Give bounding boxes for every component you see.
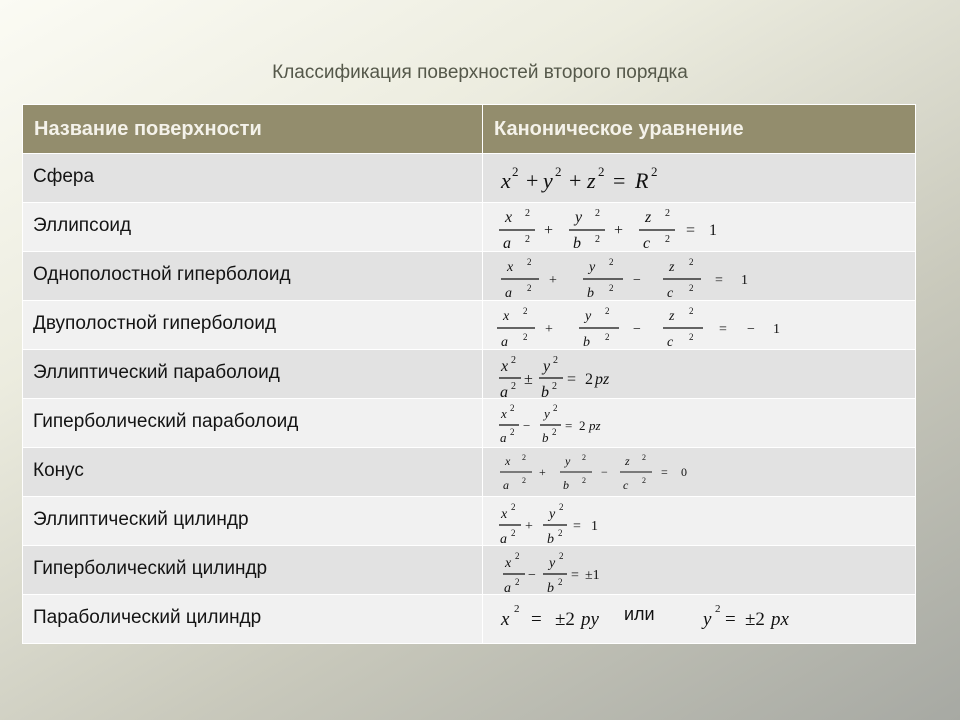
table-row (23, 301, 916, 350)
svg-text:2: 2 (511, 528, 516, 538)
table-row (23, 350, 916, 399)
svg-text:−: − (601, 465, 608, 479)
svg-text:y: y (703, 609, 712, 630)
svg-text:+: + (544, 222, 554, 239)
table-row (23, 252, 916, 301)
svg-text:2: 2 (651, 164, 658, 179)
svg-text:2: 2 (665, 234, 670, 245)
classification-table (22, 104, 916, 644)
svg-text:2: 2 (512, 164, 519, 179)
svg-text:y: y (589, 260, 596, 275)
svg-text:z: z (587, 168, 596, 193)
svg-text:2: 2 (525, 234, 530, 245)
svg-text:z: z (625, 454, 630, 468)
svg-text:y: y (549, 507, 556, 522)
svg-text:+: + (539, 465, 546, 479)
or-word: или (624, 604, 655, 624)
svg-text:−: − (633, 273, 641, 288)
svg-text:y: y (575, 209, 583, 226)
surface-name: Гиперболический параболоид (23, 399, 483, 448)
equation-cell (483, 203, 916, 252)
svg-text:b: b (547, 532, 554, 546)
surface-name: Эллипсоид (23, 203, 483, 252)
svg-text:2: 2 (689, 283, 694, 293)
svg-text:pz: pz (595, 371, 610, 388)
svg-text:2: 2 (522, 453, 526, 462)
table-row (23, 497, 916, 546)
svg-text:2: 2 (582, 453, 586, 462)
surface-name: Параболический цилиндр (23, 595, 483, 644)
page-title: Классификация поверхностей второго порядка (272, 62, 688, 83)
equation-formula (497, 402, 697, 448)
svg-text:1: 1 (591, 519, 598, 534)
table-row (23, 595, 916, 644)
svg-text:2: 2 (598, 164, 605, 179)
svg-text:2: 2 (689, 332, 694, 342)
surface-name: Эллиптический цилиндр (23, 497, 483, 546)
table-header-row (23, 105, 916, 154)
svg-text:2: 2 (605, 306, 610, 316)
svg-text:2: 2 (510, 427, 515, 437)
svg-text:2: 2 (552, 427, 557, 437)
svg-text:2: 2 (511, 355, 516, 366)
svg-text:2: 2 (553, 355, 558, 366)
svg-text:a: a (500, 430, 507, 445)
svg-text:pz: pz (589, 418, 601, 433)
table-row (23, 448, 916, 497)
svg-text:−: − (528, 568, 536, 583)
svg-text:2: 2 (582, 476, 586, 485)
svg-text:2: 2 (555, 164, 562, 179)
surface-name: Эллиптический параболоид (23, 350, 483, 399)
svg-text:=: = (686, 222, 696, 239)
svg-text:x: x (501, 609, 510, 630)
svg-text:2: 2 (595, 234, 600, 245)
svg-text:−: − (633, 322, 641, 337)
svg-text:z: z (669, 309, 675, 324)
table-row (23, 399, 916, 448)
svg-text:py: py (581, 609, 599, 630)
svg-text:=: = (565, 418, 573, 433)
svg-text:2: 2 (553, 403, 558, 413)
svg-text:b: b (542, 430, 549, 445)
svg-text:2: 2 (642, 453, 646, 462)
svg-text:1: 1 (773, 322, 780, 337)
svg-text:a: a (505, 286, 512, 299)
svg-text:+: + (525, 519, 533, 534)
equation-formula (497, 353, 697, 399)
equation-formula (497, 206, 757, 250)
svg-text:2: 2 (665, 208, 670, 219)
svg-text:y: y (543, 168, 553, 193)
table-row (23, 154, 916, 203)
surface-name: Конус (23, 448, 483, 497)
header-canonical-equation: Каноническое уравнение (483, 105, 916, 154)
surface-name: Сфера (23, 154, 483, 203)
table-row (23, 203, 916, 252)
svg-text:2: 2 (511, 502, 516, 512)
svg-text:2: 2 (559, 551, 564, 561)
svg-text:+: + (545, 322, 553, 337)
surface-name: Гиперболический цилиндр (23, 546, 483, 595)
svg-text:2: 2 (515, 577, 520, 587)
svg-text:x: x (501, 406, 507, 421)
equation-formula (493, 304, 793, 348)
svg-text:=: = (613, 168, 626, 193)
svg-text:2: 2 (595, 208, 600, 219)
svg-text:x: x (503, 309, 510, 324)
svg-text:=: = (719, 322, 727, 337)
svg-text:2: 2 (527, 257, 532, 267)
svg-text:a: a (501, 335, 508, 348)
equation-formula (497, 500, 697, 546)
svg-text:b: b (573, 235, 581, 250)
svg-text:2: 2 (558, 577, 563, 587)
svg-text:2: 2 (522, 476, 526, 485)
svg-text:a: a (500, 384, 508, 399)
svg-text:=: = (715, 273, 723, 288)
svg-text:2: 2 (558, 528, 563, 538)
equation-formula (497, 451, 707, 495)
equation-cell (483, 252, 916, 301)
svg-text:b: b (547, 581, 554, 595)
svg-text:2: 2 (514, 603, 520, 615)
equation-formula-alt (699, 598, 819, 638)
svg-text:z: z (669, 260, 675, 275)
svg-text:c: c (667, 286, 674, 299)
svg-text:±: ± (524, 371, 533, 388)
svg-text:c: c (667, 335, 674, 348)
svg-text:+: + (526, 168, 539, 193)
svg-text:z: z (645, 209, 652, 226)
svg-text:±2: ±2 (745, 609, 765, 630)
svg-text:2: 2 (609, 283, 614, 293)
svg-text:2: 2 (510, 403, 515, 413)
equation-cell (483, 301, 916, 350)
svg-text:a: a (503, 235, 511, 250)
equation-cell (483, 399, 916, 448)
equation-formula (497, 549, 697, 595)
svg-text:−: − (747, 322, 755, 337)
svg-text:2: 2 (523, 306, 528, 316)
svg-text:=: = (571, 568, 579, 583)
svg-text:2: 2 (515, 551, 520, 561)
svg-text:2: 2 (609, 257, 614, 267)
svg-text:y: y (565, 454, 571, 468)
svg-text:2: 2 (552, 381, 557, 392)
svg-text:2: 2 (559, 502, 564, 512)
equation-cell (483, 154, 916, 203)
svg-text:1: 1 (741, 273, 748, 288)
svg-text:2: 2 (585, 371, 593, 388)
equation-cell (483, 595, 916, 644)
svg-text:b: b (563, 478, 569, 492)
svg-text:2: 2 (511, 381, 516, 392)
equation-formula (497, 598, 627, 638)
svg-text:=: = (573, 519, 581, 534)
svg-text:y: y (585, 309, 592, 324)
svg-text:y: y (549, 556, 556, 571)
svg-text:2: 2 (689, 257, 694, 267)
svg-text:x: x (507, 260, 514, 275)
svg-text:+: + (549, 273, 557, 288)
svg-text:=: = (567, 371, 577, 388)
svg-text:0: 0 (681, 465, 687, 479)
svg-text:2: 2 (715, 603, 721, 615)
equation-cell (483, 497, 916, 546)
svg-text:2: 2 (527, 283, 532, 293)
surface-name: Однополостной гиперболоид (23, 252, 483, 301)
surface-name: Двуполостной гиперболоид (23, 301, 483, 350)
table-row (23, 546, 916, 595)
equation-cell (483, 546, 916, 595)
svg-text:y: y (544, 406, 550, 421)
svg-text:±2: ±2 (555, 609, 575, 630)
svg-text:a: a (500, 532, 507, 546)
svg-text:2: 2 (642, 476, 646, 485)
svg-text:+: + (569, 168, 582, 193)
svg-text:2: 2 (525, 208, 530, 219)
svg-text:a: a (504, 581, 511, 595)
equation-formula (497, 157, 697, 197)
svg-text:=: = (531, 609, 542, 630)
svg-text:−: − (523, 418, 531, 433)
svg-text:b: b (541, 384, 549, 399)
svg-text:a: a (503, 478, 509, 492)
equation-cell (483, 350, 916, 399)
header-surface-name: Название поверхности (23, 105, 483, 154)
svg-text:x: x (501, 507, 508, 522)
svg-text:=: = (661, 465, 668, 479)
svg-text:2: 2 (523, 332, 528, 342)
svg-text:+: + (614, 222, 624, 239)
svg-text:x: x (501, 358, 509, 375)
svg-text:c: c (643, 235, 651, 250)
svg-text:b: b (587, 286, 594, 299)
svg-text:x: x (505, 454, 511, 468)
svg-text:x: x (505, 556, 512, 571)
svg-text:1: 1 (709, 222, 717, 239)
svg-text:x: x (501, 168, 511, 193)
svg-text:c: c (623, 478, 629, 492)
svg-text:=: = (725, 609, 736, 630)
svg-text:2: 2 (689, 306, 694, 316)
svg-text:px: px (771, 609, 789, 630)
equation-cell (483, 448, 916, 497)
svg-text:2: 2 (579, 418, 586, 433)
svg-text:b: b (583, 335, 590, 348)
svg-text:x: x (505, 209, 513, 226)
svg-text:±1: ±1 (585, 568, 600, 583)
svg-text:2: 2 (605, 332, 610, 342)
svg-text:y: y (543, 358, 551, 375)
svg-text:R: R (635, 168, 649, 193)
equation-formula (497, 255, 767, 299)
